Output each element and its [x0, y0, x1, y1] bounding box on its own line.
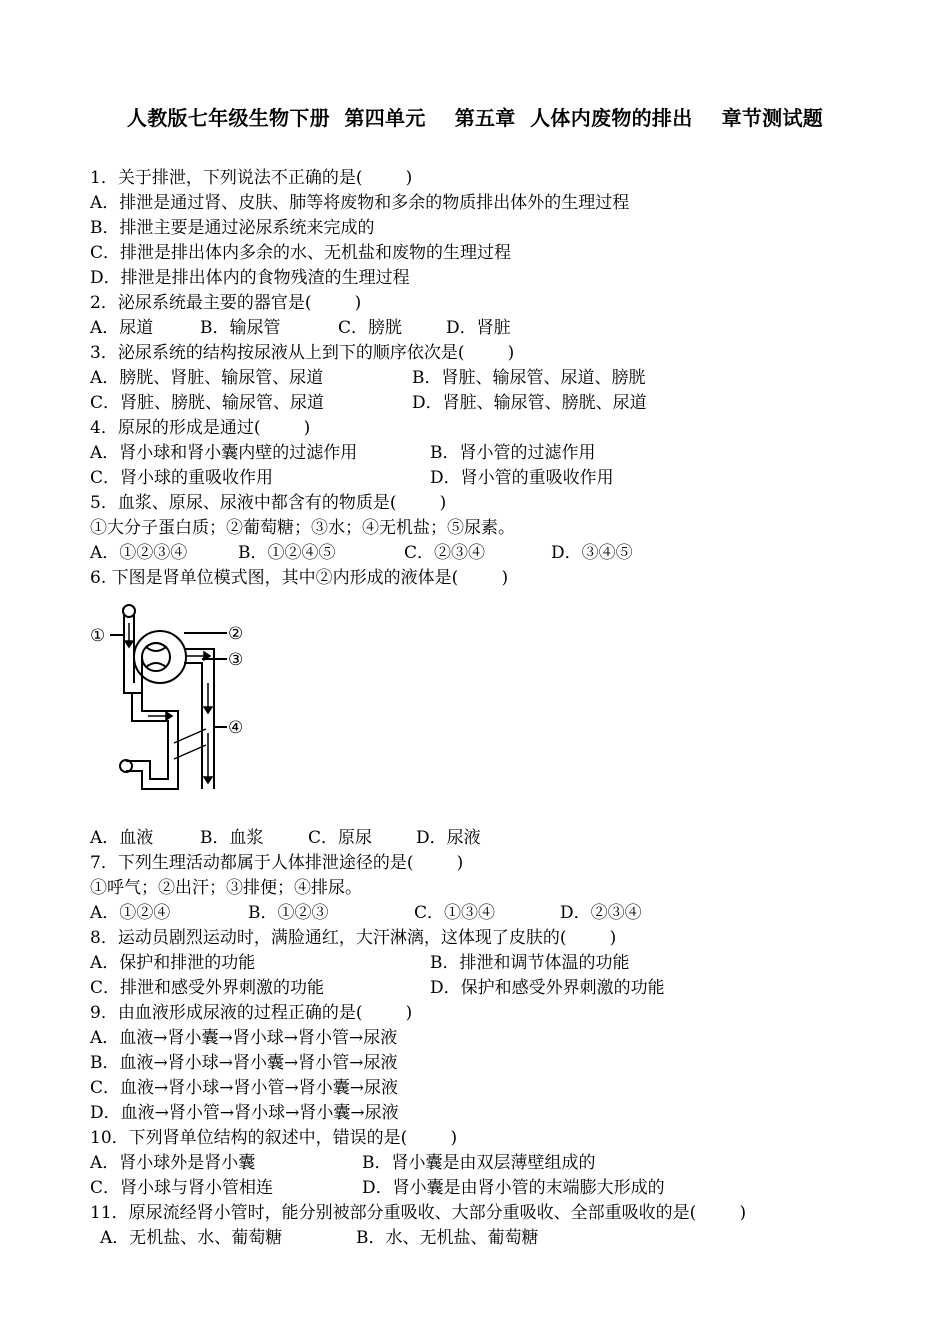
- question-7-options: [90, 901, 930, 926]
- question-5-option-c: C．②③④: [404, 543, 486, 563]
- question-5-note: ①大分子蛋白质；②葡萄糖；③水；④无机盐；⑤尿素。: [90, 518, 515, 538]
- question-4-options-row-1: [90, 441, 930, 466]
- diagram-label-2: ②: [228, 624, 244, 644]
- question-8-option-b: B．排泄和调节体温的功能: [430, 953, 630, 973]
- question-2-option-d: D．肾脏: [446, 318, 511, 338]
- question-11-options: [90, 1226, 930, 1251]
- question-9-option-b: B．血液→肾小球→肾小囊→肾小管→尿液: [90, 1053, 398, 1073]
- question-5-option-a: A．①②③④: [90, 543, 188, 563]
- diagram-label-4: ④: [228, 718, 244, 738]
- question-3-option-c: C．肾脏、膀胱、输尿管、尿道: [90, 393, 325, 413]
- question-3-option-b: B．肾脏、输尿管、尿道、膀胱: [412, 368, 646, 388]
- question-5-stem: 5．血浆、原尿、尿液中都含有的物质是( ): [90, 493, 447, 513]
- question-8-option-a: A．保护和排泄的功能: [90, 953, 256, 973]
- nephron-diagram: [90, 591, 930, 826]
- question-8-stem: 8．运动员剧烈运动时，满脸通红，大汗淋漓，这体现了皮肤的( ): [90, 928, 617, 948]
- question-6-stem: 6. 下图是肾单位模式图，其中②内形成的液体是( ): [90, 568, 509, 588]
- question-2-option-b: B．输尿管: [200, 318, 281, 338]
- question-9-option-c: C．血液→肾小球→肾小管→肾小囊→尿液: [90, 1078, 398, 1098]
- question-11-option-a: A．无机盐、水、葡萄糖: [100, 1228, 283, 1248]
- question-8-options-row-2: [90, 976, 930, 1001]
- question-4-options-row-2: [90, 466, 930, 491]
- question-5-options: [90, 541, 930, 566]
- question-10-option-b: B．肾小囊是由双层薄壁组成的: [362, 1153, 596, 1173]
- question-5-option-b: B．①②④⑤: [238, 543, 336, 563]
- question-7-option-b: B．①②③: [248, 903, 329, 923]
- question-4-option-b: B．肾小管的过滤作用: [430, 443, 596, 463]
- question-4-option-c: C．肾小球的重吸收作用: [90, 468, 274, 488]
- question-1-stem: 1．关于排泄，下列说法不正确的是( ): [90, 168, 413, 188]
- question-6-option-a: A．血液: [90, 828, 154, 848]
- question-3-options-row-2: [90, 391, 930, 416]
- diagram-label-1: ①: [90, 626, 106, 646]
- question-7-note: ①呼气；②出汗；③排便；④排尿。: [90, 878, 362, 898]
- question-1-option-b: B．排泄主要是通过泌尿系统来完成的: [90, 218, 375, 238]
- question-8-option-d: D．保护和感受外界刺激的功能: [430, 978, 665, 998]
- question-2-option-c: C．膀胱: [338, 318, 403, 338]
- question-6-options: [90, 826, 930, 851]
- question-7-option-c: C．①③④: [414, 903, 496, 923]
- question-2-options: [90, 316, 930, 341]
- question-3-option-a: A．膀胱、肾脏、输尿管、尿道: [90, 368, 324, 388]
- question-6-option-d: D．尿液: [416, 828, 481, 848]
- question-2-option-a: A．尿道: [90, 318, 154, 338]
- question-8-options-row-1: [90, 951, 930, 976]
- nephron-diagram-svg: [90, 593, 260, 823]
- question-10-stem: 10．下列肾单位结构的叙述中，错误的是( ): [90, 1128, 458, 1148]
- page-title: 人教版七年级生物下册 第四单元 第五章 人体内废物的排出 章节测试题: [126, 106, 824, 130]
- question-10-option-d: D．肾小囊是由肾小管的末端膨大形成的: [362, 1178, 665, 1198]
- question-6-option-b: B．血浆: [200, 828, 264, 848]
- question-3-stem: 3．泌尿系统的结构按尿液从上到下的顺序依次是( ): [90, 343, 515, 363]
- question-7-option-d: D．②③④: [560, 903, 642, 923]
- question-10-option-c: C．肾小球与肾小管相连: [90, 1178, 274, 1198]
- question-9-stem: 9．由血液形成尿液的过程正确的是( ): [90, 1003, 413, 1023]
- question-10-options-row-1: [90, 1151, 930, 1176]
- question-5-option-d: D．③④⑤: [551, 543, 633, 563]
- question-10-options-row-2: [90, 1176, 930, 1201]
- question-8-option-c: C．排泄和感受外界刺激的功能: [90, 978, 325, 998]
- question-3-option-d: D．肾脏、输尿管、膀胱、尿道: [412, 393, 647, 413]
- question-7-stem: 7．下列生理活动都属于人体排泄途径的是( ): [90, 853, 464, 873]
- question-10-option-a: A．肾小球外是肾小囊: [90, 1153, 256, 1173]
- question-11-stem: 11．原尿流经肾小管时，能分别被部分重吸收、大部分重吸收、全部重吸收的是( ): [90, 1203, 747, 1223]
- question-list: [90, 166, 930, 1251]
- question-1-option-d: D．排泄是排出体内的食物残渣的生理过程: [90, 268, 410, 288]
- question-9-option-d: D．血液→肾小管→肾小球→肾小囊→尿液: [90, 1103, 399, 1123]
- question-11-option-b: B．水、无机盐、葡萄糖: [356, 1228, 539, 1248]
- question-3-options-row-1: [90, 366, 930, 391]
- diagram-label-3: ③: [228, 650, 244, 670]
- question-4-stem: 4．原尿的形成是通过( ): [90, 418, 311, 438]
- question-4-option-a: A．肾小球和肾小囊内壁的过滤作用: [90, 443, 358, 463]
- question-7-option-a: A．①②④: [90, 903, 171, 923]
- question-9-option-a: A．血液→肾小囊→肾小球→肾小管→尿液: [90, 1028, 398, 1048]
- question-4-option-d: D．肾小管的重吸收作用: [430, 468, 614, 488]
- question-1-option-a: A．排泄是通过肾、皮肤、肺等将废物和多余的物质排出体外的生理过程: [90, 193, 630, 213]
- question-1-option-c: C．排泄是排出体内多余的水、无机盐和废物的生理过程: [90, 243, 512, 263]
- question-6-option-c: C．原尿: [308, 828, 373, 848]
- question-2-stem: 2．泌尿系统最主要的器官是( ): [90, 293, 362, 313]
